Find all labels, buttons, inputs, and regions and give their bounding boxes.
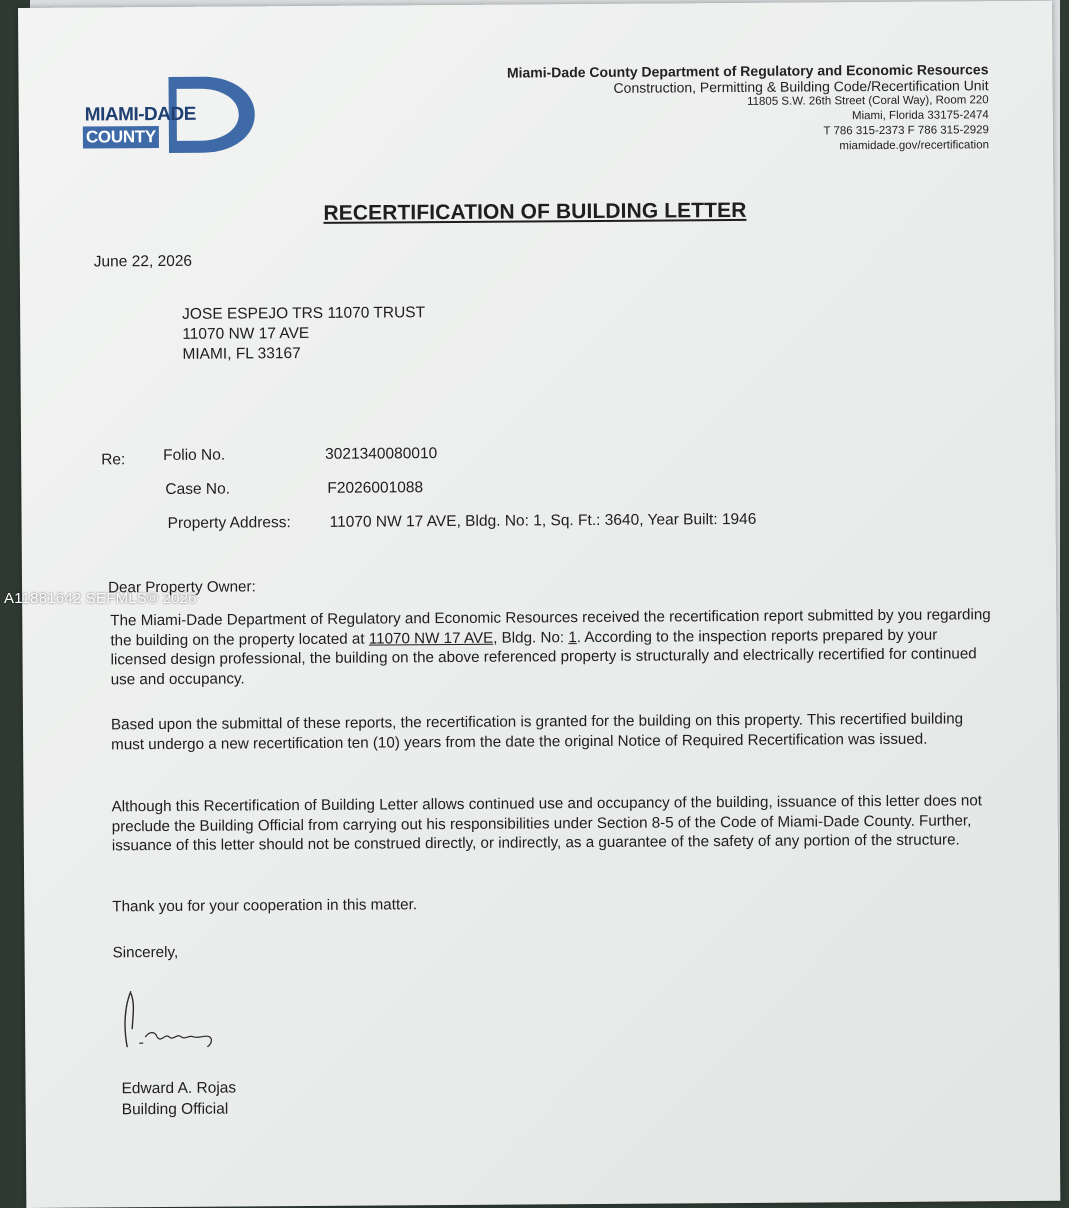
paragraph-4: Thank you for your cooperation in this matter. [112,896,418,916]
paragraph-1-intro: The Miami-Dade Department of Regulatory and Economic Resources received the recertification report submitted by you regarding the building on the property located at [110,606,991,649]
case-label: Case No. [165,480,231,498]
paragraph-1-rest: . According to the inspection reports prepared by your licensed design professional, the building on the above referenced property is structurally and electrically recertified for continued use and occupancy. [110,626,977,688]
property-value: 11070 NW 17 AVE, Bldg. No: 1, Sq. Ft.: 3640, Year Built: 1946 [329,510,757,531]
agency-name: Miami-Dade County Department of Regulatory and Economic Resources [506,61,989,81]
agency-phone-fax: T 786 315-2373 F 786 315-2929 [823,124,989,138]
agency-website: miamidade.gov/recertification [839,139,990,153]
logo-text-county: COUNTY [83,126,159,149]
addressee-street: 11070 NW 17 AVE [182,324,310,343]
agency-street: 11805 S.W. 26th Street (Coral Way), Room 220 [747,94,989,108]
miami-dade-logo [80,74,251,155]
closing: Sincerely, [112,943,179,962]
agency-city: Miami, Florida 33175-2474 [851,109,989,123]
paragraph-2: Based upon the submittal of these reports, the recertification is granted for the building on this property. This recertified building must undergo a new recertification ten (10) years from the date the original Notice of Required Recertification was issued. [110,710,964,753]
paragraph-1-bldg-label: , Bldg. No: [493,628,569,647]
mls-watermark: A11881642 SEFMLS© 2026 [4,590,197,607]
signatory-block [121,1078,236,1121]
re-label: Re: [101,451,126,469]
addressee-block [182,303,425,365]
case-value: F2026001088 [327,479,424,497]
folio-label: Folio No. [163,446,226,464]
paragraph-1-address: 11070 NW 17 AVE [368,629,494,648]
paragraph-1 [110,605,995,689]
paragraph-1-bldg-number: 1 [568,628,577,646]
folio-value: 3021340080010 [325,445,438,463]
property-label: Property Address: [167,514,291,532]
addressee-name: JOSE ESPEJO TRS 11070 TRUST [182,304,426,323]
signatory-title: Building Official [121,1100,229,1119]
signatory-name: Edward A. Rojas [121,1079,237,1098]
paragraph-3: Although this Recertification of Building Letter allows continued use and occupancy of the building, issuance of this letter does not preclude the Building Official from carrying out his responsibilities under Section 8-5 of the Code of Miami-Dade County. Further, issuance of this letter should not be construed directly, or indirectly, as a guarantee of the safety of any portion of the structure. [111,792,983,855]
addressee-city: MIAMI, FL 33167 [182,345,301,363]
agency-unit: Construction, Permitting & Building Code/Recertification Unit [613,77,989,96]
salutation: Dear Property Owner: [107,578,256,597]
handwritten-signature [115,984,246,1065]
letter-date: June 22, 2026 [93,252,193,271]
logo-text-miami-dade: MIAMI-DADE [84,103,196,126]
agency-header [507,61,989,156]
letter-title: RECERTIFICATION OF BUILDING LETTER [323,198,747,225]
